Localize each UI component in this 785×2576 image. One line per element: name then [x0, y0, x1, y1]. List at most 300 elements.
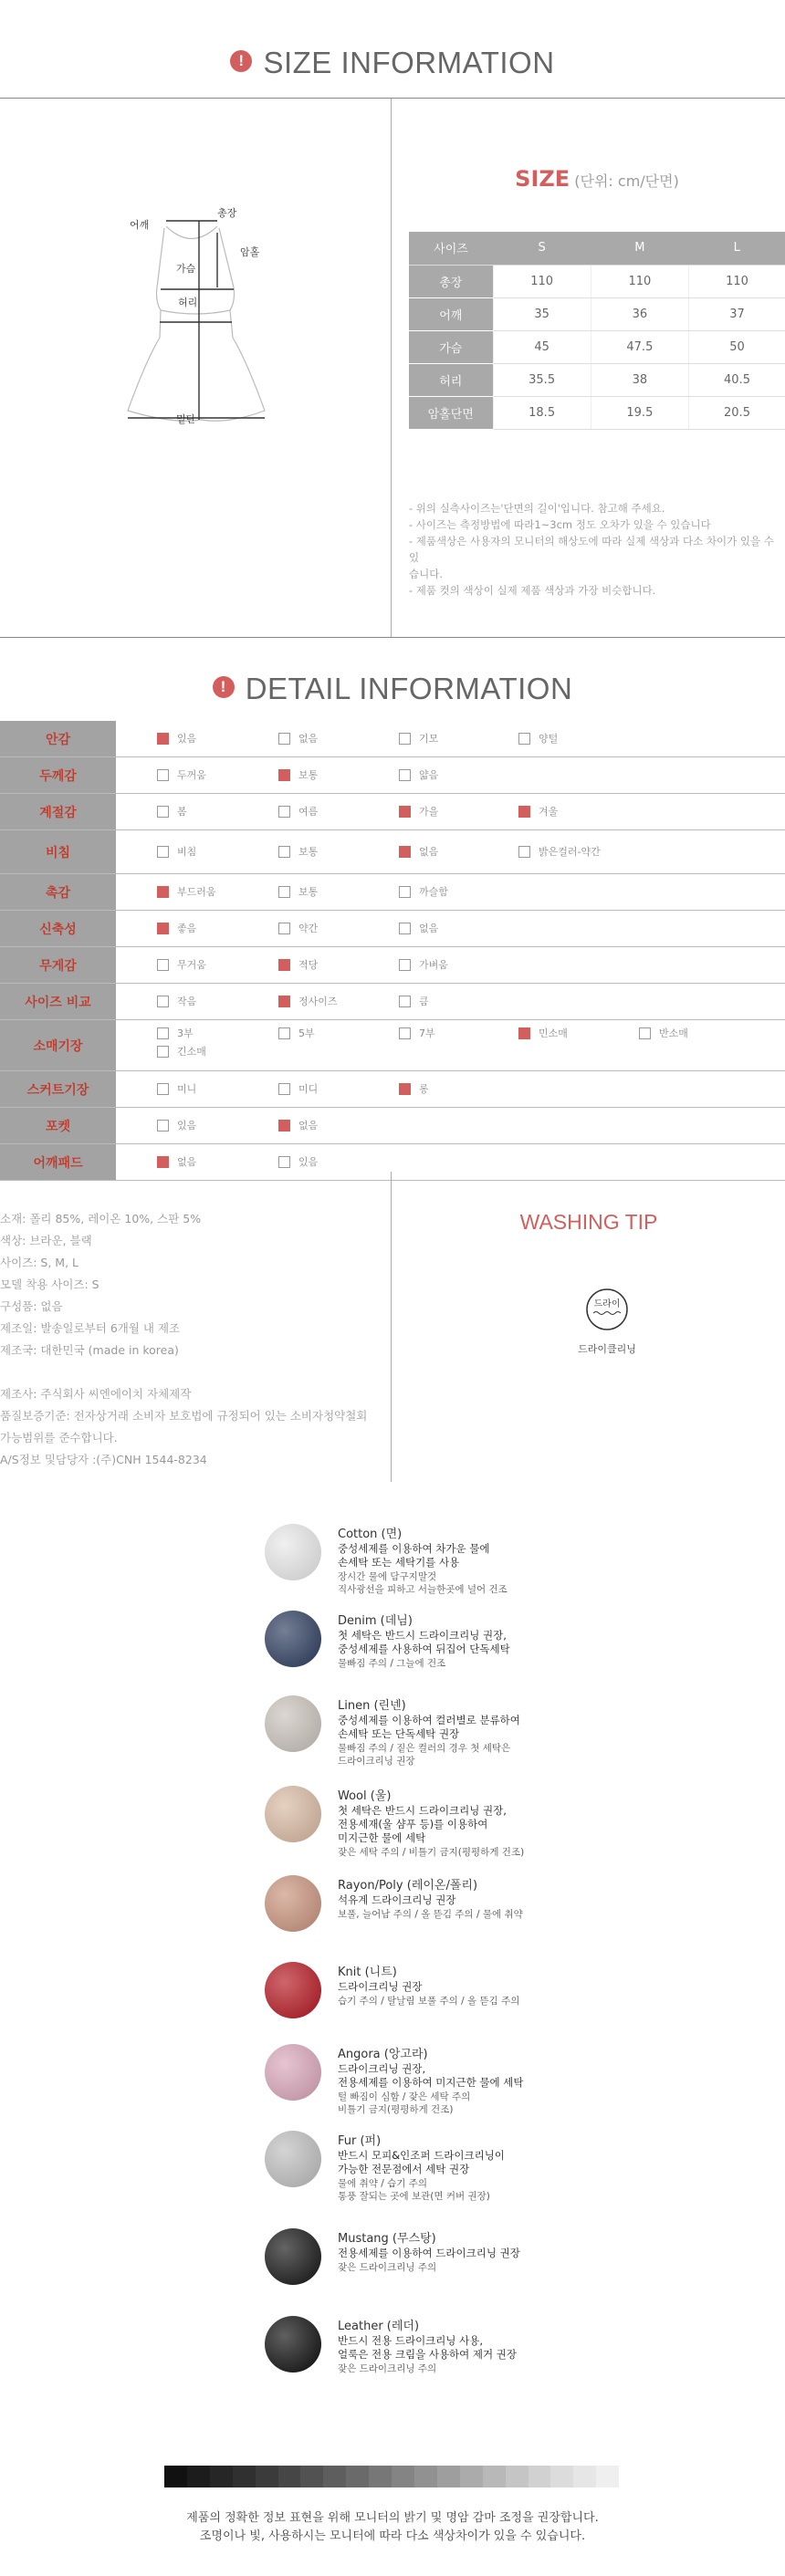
detail-option[interactable] — [399, 886, 448, 898]
detail-option[interactable] — [278, 959, 318, 971]
checkbox-unchecked-icon[interactable] — [278, 886, 290, 898]
detail-row — [0, 757, 785, 794]
detail-row — [0, 1144, 785, 1181]
fabric-care-line: 반드시 모피&인조퍼 드라이크리닝이 — [338, 2149, 505, 2162]
size-note: - 제품색상은 사용자의 모니터의 해상도에 따라 실제 색상과 다소 차이가 있을 수 있 — [409, 535, 774, 564]
size-table-row — [409, 297, 785, 330]
fabric-swatch-image — [265, 1875, 321, 1932]
detail-option-label: 양털 — [539, 733, 559, 745]
detail-option-label: 있음 — [177, 1120, 197, 1132]
size-section-title: ! SIZE INFORMATION — [0, 46, 785, 80]
detail-option[interactable] — [518, 846, 610, 858]
divider — [0, 637, 785, 638]
checkbox-unchecked-icon[interactable] — [278, 923, 290, 934]
size-value-cell: 110 — [689, 265, 785, 297]
fabric-care-note-line: 털 빠짐이 심함 / 잦은 세탁 주의 — [338, 2091, 471, 2102]
fabric-name: Linen (린넨) — [338, 1699, 406, 1713]
detail-row-label: 포켓 — [0, 1108, 116, 1143]
detail-option[interactable] — [399, 733, 438, 745]
gradient-swatch — [437, 2466, 460, 2487]
detail-option[interactable] — [518, 806, 558, 818]
gradient-swatch — [256, 2466, 278, 2487]
detail-option-label: 3부 — [177, 1027, 194, 1039]
fabric-name: Denim (데님) — [338, 1614, 413, 1628]
detail-row-label: 소매기장 — [0, 1020, 116, 1070]
fabric-care-main — [338, 1804, 507, 1845]
checkbox-unchecked-icon[interactable] — [157, 806, 169, 818]
fabric-care-note-line: 잦은 세탁 주의 / 비틀기 금지(평평하게 건조) — [338, 1847, 525, 1858]
detail-option[interactable] — [157, 769, 206, 781]
detail-option[interactable] — [399, 923, 438, 934]
size-value-cell: 110 — [591, 265, 688, 297]
gradient-swatch — [550, 2466, 573, 2487]
fabric-swatch-image — [265, 2228, 321, 2285]
checkbox-checked-icon[interactable] — [157, 886, 169, 898]
checkbox-unchecked-icon[interactable] — [157, 1046, 169, 1058]
detail-option[interactable] — [399, 996, 429, 1007]
checkbox-unchecked-icon[interactable] — [157, 769, 169, 781]
detail-option[interactable] — [278, 1156, 318, 1168]
fabric-care-note — [338, 1657, 445, 1670]
footer-line: 제품의 정확한 정보 표현을 위해 모니터의 밝기 및 명암 감마 조정을 권장합니다. — [186, 2511, 599, 2525]
detail-option-label: 작음 — [177, 996, 197, 1007]
checkbox-unchecked-icon[interactable] — [518, 733, 530, 745]
detail-option[interactable] — [157, 806, 187, 818]
gradient-swatch — [233, 2466, 256, 2487]
fabric-care-line: 미지근한 물에 세탁 — [338, 1831, 426, 1844]
size-value-cell: 50 — [689, 330, 785, 363]
size-table — [409, 232, 785, 430]
size-table-row — [409, 363, 785, 396]
checkbox-unchecked-icon[interactable] — [157, 996, 169, 1007]
fabric-name: Wool (울) — [338, 1789, 392, 1803]
fabric-care-line: 손세탁 또는 세탁기를 사용 — [338, 1556, 460, 1569]
detail-row-label: 계절감 — [0, 794, 116, 829]
size-value-cell: 20.5 — [689, 396, 785, 429]
fabric-care-main — [338, 2247, 520, 2260]
product-info-line: 제조국: 대한민국 (made in korea) — [0, 1343, 179, 1357]
fabric-care-note-line: 잦은 드라이크리닝 주의 — [338, 2262, 437, 2273]
product-info-line — [0, 1361, 391, 1383]
fabric-care-main — [338, 1980, 423, 1994]
fabric-care-note-line: 물빠짐 주의 / 짙은 컬러의 경우 첫 세탁은 — [338, 1743, 511, 1754]
gradient-swatch — [300, 2466, 323, 2487]
size-table-row — [409, 396, 785, 429]
detail-option[interactable] — [518, 1027, 568, 1039]
fabric-care-line: 중성세제를 이용하여 컬러별로 분류하여 — [338, 1714, 520, 1726]
gradient-swatch — [278, 2466, 301, 2487]
detail-option[interactable] — [278, 806, 318, 818]
detail-option-label: 겨울 — [539, 806, 559, 818]
washing-tip-title: WASHING TIP — [519, 1210, 658, 1234]
detail-option-label: 정사이즈 — [298, 996, 338, 1007]
fabric-care-line: 석유계 드라이크리닝 권장 — [338, 1893, 456, 1906]
fabric-name: Fur (퍼) — [338, 2134, 382, 2148]
detail-option[interactable] — [278, 769, 318, 781]
size-value-cell: 40.5 — [689, 363, 785, 396]
detail-option[interactable] — [278, 996, 338, 1007]
diagram-label-armhole: 암홀 — [240, 246, 260, 258]
gradient-swatch — [210, 2466, 233, 2487]
size-row-label: 총장 — [409, 265, 493, 297]
fabric-care-note — [338, 2362, 436, 2375]
fabric-care-line: 첫 세탁은 반드시 드라이크리닝 권장, — [338, 1804, 507, 1817]
checkbox-checked-icon[interactable] — [157, 1156, 169, 1168]
detail-row — [0, 874, 785, 911]
checkbox-unchecked-icon[interactable] — [278, 1027, 290, 1039]
size-value-cell: 110 — [493, 265, 591, 297]
diagram-label-hem: 밑단 — [176, 413, 196, 425]
detail-option[interactable] — [278, 846, 318, 858]
checkbox-unchecked-icon[interactable] — [518, 846, 530, 858]
detail-option-label: 약간 — [298, 923, 319, 934]
detail-row — [0, 721, 785, 757]
size-header-cell: M — [591, 232, 688, 265]
detail-row-label: 두께감 — [0, 757, 116, 793]
alert-icon: ! — [213, 676, 235, 698]
checkbox-checked-icon[interactable] — [157, 733, 169, 745]
checkbox-unchecked-icon[interactable] — [639, 1027, 651, 1039]
fabric-care-main — [338, 2062, 523, 2090]
detail-row — [0, 1071, 785, 1108]
detail-option[interactable] — [157, 923, 196, 934]
fabric-care-note — [338, 2177, 490, 2203]
detail-option-label: 보통 — [298, 886, 319, 898]
fabric-care-line: 가능한 전문점에서 세탁 권장 — [338, 2163, 470, 2175]
detail-option-label: 여름 — [298, 806, 319, 818]
detail-option-label: 있음 — [177, 733, 197, 745]
detail-option[interactable] — [157, 1083, 196, 1095]
detail-option[interactable] — [399, 1083, 429, 1095]
checkbox-checked-icon[interactable] — [278, 769, 290, 781]
dry-clean-icon — [581, 1287, 633, 1332]
fabric-care-main — [338, 1542, 490, 1570]
detail-row — [0, 1020, 785, 1071]
product-info-line: 제조일: 발송일로부터 6개월 내 제조 — [0, 1321, 181, 1335]
checkbox-unchecked-icon[interactable] — [278, 806, 290, 818]
checkbox-unchecked-icon[interactable] — [278, 1083, 290, 1095]
detail-option-label: 없음 — [419, 846, 439, 858]
detail-option[interactable] — [399, 769, 438, 781]
fabric-name: Knit (니트) — [338, 1966, 397, 1979]
detail-option[interactable] — [639, 1027, 688, 1039]
size-row-label: 가슴 — [409, 330, 493, 363]
fabric-care-line: 중성세제를 이용하여 차가운 물에 — [338, 1542, 490, 1555]
fabric-swatch-image — [265, 1695, 321, 1752]
fabric-swatch-image — [265, 1786, 321, 1842]
dry-clean-icon-text: 드라이 — [593, 1299, 621, 1309]
size-value-cell: 36 — [591, 297, 688, 330]
fabric-care-note-line: 물에 취약 / 습기 주의 — [338, 2178, 428, 2189]
checkbox-unchecked-icon[interactable] — [278, 1156, 290, 1168]
detail-option[interactable] — [157, 1046, 206, 1058]
fabric-care-main — [338, 1629, 510, 1656]
detail-option-label: 좋음 — [177, 923, 197, 934]
fabric-swatch-image — [265, 2131, 321, 2187]
checkbox-checked-icon[interactable] — [399, 846, 411, 858]
detail-option[interactable] — [157, 1156, 196, 1168]
size-value-cell: 45 — [493, 330, 591, 363]
fabric-name: Cotton (면) — [338, 1528, 403, 1541]
fabric-swatch-image — [265, 1524, 321, 1580]
detail-option-label: 긴소매 — [177, 1046, 206, 1058]
checkbox-unchecked-icon[interactable] — [157, 959, 169, 971]
checkbox-checked-icon[interactable] — [399, 806, 411, 818]
checkbox-unchecked-icon[interactable] — [278, 733, 290, 745]
diagram-label-length: 총장 — [217, 207, 237, 219]
fabric-care-note — [338, 1570, 508, 1596]
detail-option[interactable] — [157, 959, 206, 971]
size-header-cell: S — [493, 232, 591, 265]
detail-option-label: 비침 — [177, 846, 197, 858]
fabric-name: Rayon/Poly (레이온/폴리) — [338, 1879, 478, 1893]
size-row-label: 암홀단면 — [409, 396, 493, 429]
checkbox-checked-icon[interactable] — [278, 959, 290, 971]
fabric-care-note-line: 물빠짐 주의 / 그늘에 건조 — [338, 1658, 446, 1669]
detail-option-label: 5부 — [298, 1027, 315, 1039]
size-note: - 사이즈는 측정방법에 따라1~3cm 정도 오차가 있을 수 있습니다 — [409, 518, 711, 531]
fabric-care-line: 전용세제를 이용하여 미지근한 물에 세탁 — [338, 2076, 524, 2089]
gradient-swatch — [346, 2466, 369, 2487]
fabric-care-line: 반드시 전용 드라이크리닝 사용, — [338, 2334, 484, 2347]
detail-option-label: 부드러움 — [177, 886, 216, 898]
fabric-care-note-line: 통풍 잘되는 곳에 보관(면 커버 권장) — [338, 2191, 490, 2202]
detail-option-label: 큼 — [419, 996, 429, 1007]
detail-option-label: 무거움 — [177, 959, 206, 971]
checkbox-checked-icon[interactable] — [518, 806, 530, 818]
detail-option[interactable] — [518, 733, 558, 745]
detail-option-label: 얇음 — [419, 769, 439, 781]
size-header-cell: L — [689, 232, 785, 265]
checkbox-checked-icon[interactable] — [518, 1027, 530, 1039]
product-info-line: A/S정보 및담당자 :(주)CNH 1544-8234 — [0, 1453, 207, 1466]
checkbox-unchecked-icon[interactable] — [399, 733, 411, 745]
size-table-header — [409, 232, 785, 265]
checkbox-checked-icon[interactable] — [278, 1120, 290, 1132]
detail-option-label: 봄 — [177, 806, 187, 818]
fabric-care-note — [338, 1742, 510, 1768]
detail-option-label: 미디 — [298, 1083, 319, 1095]
detail-option-label: 7부 — [419, 1027, 435, 1039]
gradient-swatch — [596, 2466, 619, 2487]
product-info-line: 사이즈: S, M, L — [0, 1256, 78, 1269]
checkbox-unchecked-icon[interactable] — [157, 1027, 169, 1039]
size-notes — [409, 500, 785, 599]
checkbox-unchecked-icon[interactable] — [399, 923, 411, 934]
detail-option-label: 가벼움 — [419, 959, 448, 971]
product-info-line: 모델 착용 사이즈: S — [0, 1278, 99, 1291]
fabric-name: Angora (앙고라) — [338, 2048, 428, 2061]
detail-option-label: 없음 — [177, 1156, 197, 1168]
fabric-care-main — [338, 2149, 505, 2176]
detail-option[interactable] — [278, 1027, 315, 1039]
diagram-label-chest: 가슴 — [176, 263, 196, 275]
fabric-swatch-image — [265, 1962, 321, 2018]
detail-row — [0, 984, 785, 1020]
footer-line: 조명이나 빛, 사용하시는 모니터에 따라 다소 색상차이가 있을 수 있습니다. — [199, 2529, 586, 2543]
fabric-name: Leather (레더) — [338, 2320, 420, 2333]
detail-row-label: 무게감 — [0, 947, 116, 983]
detail-option-label: 기모 — [419, 733, 439, 745]
detail-section-title: ! DETAIL INFORMATION — [0, 672, 785, 706]
detail-row — [0, 794, 785, 830]
detail-row-label: 스커트기장 — [0, 1071, 116, 1107]
fabric-care-line: 전용세재(울 샴푸 등)를 이용하여 — [338, 1818, 488, 1830]
detail-row-label: 촉감 — [0, 874, 116, 910]
detail-option[interactable] — [157, 733, 196, 745]
dress-diagram — [110, 201, 274, 438]
detail-option-label: 없음 — [298, 733, 319, 745]
detail-option[interactable] — [399, 806, 438, 818]
size-row-label: 허리 — [409, 363, 493, 396]
fabric-care-line: 드라이크리닝 권장 — [338, 1980, 423, 1993]
divider — [391, 1172, 392, 1482]
detail-option[interactable] — [278, 886, 318, 898]
fabric-care-line: 전용세제를 이용하여 드라이크리닝 권장 — [338, 2247, 520, 2259]
size-note: - 제품 컷의 색상이 실제 제품 색상과 가장 비슷합니다. — [409, 584, 656, 597]
checkbox-unchecked-icon[interactable] — [399, 959, 411, 971]
fabric-name: Mustang (무스탕) — [338, 2232, 436, 2246]
detail-option-label: 롱 — [419, 1083, 429, 1095]
size-value-cell: 35 — [493, 297, 591, 330]
size-table-title: SIZE (단위: cm/단면) — [515, 166, 679, 192]
fabric-care-note-line: 비틀기 금지(평평하게 건조) — [338, 2104, 454, 2115]
fabric-care-line: 첫 세탁은 반드시 드라이크리닝 권장, — [338, 1629, 507, 1642]
fabric-swatch-image — [265, 2044, 321, 2101]
product-info-line: 제조사: 주식회사 씨엔에이치 자체제작 — [0, 1387, 192, 1401]
gradient-swatch — [323, 2466, 346, 2487]
detail-option-label: 까슬함 — [419, 886, 448, 898]
checkbox-unchecked-icon[interactable] — [157, 1083, 169, 1095]
fabric-care-note — [338, 2261, 436, 2274]
checkbox-unchecked-icon[interactable] — [399, 996, 411, 1007]
fabric-swatch-image — [265, 2316, 321, 2373]
product-info-line: 가능범위를 준수합니다. — [0, 1431, 118, 1444]
gradient-swatch — [187, 2466, 210, 2487]
detail-row-label: 신축성 — [0, 911, 116, 946]
gradient-swatch — [573, 2466, 596, 2487]
detail-option-label: 적당 — [298, 959, 319, 971]
detail-row-label: 안감 — [0, 721, 116, 756]
fabric-care-note — [338, 1846, 524, 1859]
detail-option[interactable] — [399, 846, 438, 858]
checkbox-checked-icon[interactable] — [399, 1083, 411, 1095]
checkbox-unchecked-icon[interactable] — [157, 846, 169, 858]
detail-option[interactable] — [278, 1083, 318, 1095]
checkbox-unchecked-icon[interactable] — [399, 769, 411, 781]
divider — [0, 98, 785, 99]
footer-notice — [0, 2509, 785, 2546]
detail-row — [0, 911, 785, 947]
product-info-line: 구성품: 없음 — [0, 1299, 63, 1313]
checkbox-unchecked-icon[interactable] — [399, 886, 411, 898]
divider — [391, 99, 392, 637]
detail-option[interactable] — [157, 1120, 196, 1132]
checkbox-checked-icon[interactable] — [157, 923, 169, 934]
detail-option[interactable] — [399, 1027, 435, 1039]
fabric-care-line: 드라이크리닝 권장, — [338, 2062, 426, 2075]
detail-option[interactable] — [157, 846, 196, 858]
detail-option[interactable] — [157, 1027, 194, 1039]
detail-option[interactable] — [278, 923, 318, 934]
detail-option[interactable] — [278, 1120, 318, 1132]
fabric-care-note-line: 습기 주의 / 탈날림 보풀 주의 / 올 뜯김 주의 — [338, 1996, 520, 2007]
detail-option-label: 보통 — [298, 846, 319, 858]
fabric-care-note-line: 잦은 드라이크리닝 주의 — [338, 2363, 437, 2374]
fabric-care-note — [338, 1908, 523, 1921]
size-row-label: 어깨 — [409, 297, 493, 330]
detail-option[interactable] — [278, 733, 318, 745]
gradient-swatch — [414, 2466, 437, 2487]
detail-row-label: 어깨패드 — [0, 1144, 116, 1180]
detail-option[interactable] — [157, 996, 196, 1007]
detail-option-label: 밝은컬러-약간 — [539, 846, 601, 858]
dry-clean-label: 드라이클리닝 — [578, 1343, 636, 1355]
gradient-swatch — [392, 2466, 414, 2487]
fabric-care-note-line: 드라이크리닝 권장 — [338, 1756, 415, 1767]
diagram-label-shoulder: 어깨 — [130, 219, 150, 231]
checkbox-unchecked-icon[interactable] — [157, 1120, 169, 1132]
detail-option[interactable] — [399, 959, 448, 971]
size-value-cell: 35.5 — [493, 363, 591, 396]
detail-row — [0, 947, 785, 984]
alert-icon: ! — [230, 50, 252, 72]
size-value-cell: 47.5 — [591, 330, 688, 363]
checkbox-unchecked-icon[interactable] — [278, 846, 290, 858]
product-info-line: 소재: 폴리 85%, 레이온 10%, 스판 5% — [0, 1212, 202, 1225]
size-value-cell: 37 — [689, 297, 785, 330]
detail-row-label: 사이즈 비교 — [0, 984, 116, 1019]
detail-option-label: 있음 — [298, 1156, 319, 1168]
checkbox-unchecked-icon[interactable] — [399, 1027, 411, 1039]
size-note: 습니다. — [409, 568, 443, 580]
gradient-swatch — [460, 2466, 483, 2487]
detail-option-label: 보통 — [298, 769, 319, 781]
fabric-care-main — [338, 1714, 520, 1741]
fabric-care-note — [338, 2091, 470, 2116]
gradient-swatch — [164, 2466, 187, 2487]
detail-option-label: 반소매 — [659, 1027, 688, 1039]
size-value-cell: 38 — [591, 363, 688, 396]
detail-row-label: 비침 — [0, 830, 116, 873]
gradient-swatch — [369, 2466, 392, 2487]
size-value-cell: 19.5 — [591, 396, 688, 429]
detail-option-label: 없음 — [419, 923, 439, 934]
product-info — [0, 1208, 391, 1471]
checkbox-checked-icon[interactable] — [278, 996, 290, 1007]
size-header-cell: 사이즈 — [409, 232, 493, 265]
size-note: - 위의 실측사이즈는'단면의 길이'입니다. 참고해 주세요. — [409, 502, 665, 515]
fabric-swatch-image — [265, 1611, 321, 1667]
gradient-swatch — [483, 2466, 506, 2487]
detail-option-label: 민소매 — [539, 1027, 568, 1039]
fabric-care-line: 손세탁 또는 단독세탁 권장 — [338, 1727, 460, 1740]
fabric-care-note-line: 장시간 물에 담구지말것 — [338, 1571, 437, 1582]
detail-option-label: 없음 — [298, 1120, 319, 1132]
fabric-care-line: 얼룩은 전용 크림을 사용하여 제거 권장 — [338, 2348, 518, 2361]
size-table-row — [409, 265, 785, 297]
size-value-cell: 18.5 — [493, 396, 591, 429]
fabric-care-note — [338, 1995, 519, 2008]
diagram-label-waist: 허리 — [178, 297, 198, 308]
fabric-care-line: 중성세제를 사용하여 뒤집어 단독세탁 — [338, 1643, 510, 1655]
detail-row — [0, 830, 785, 874]
monitor-gradient-bar — [164, 2466, 619, 2487]
size-table-row — [409, 330, 785, 363]
fabric-care-main — [338, 1893, 456, 1907]
gradient-swatch — [506, 2466, 529, 2487]
detail-option[interactable] — [157, 886, 216, 898]
